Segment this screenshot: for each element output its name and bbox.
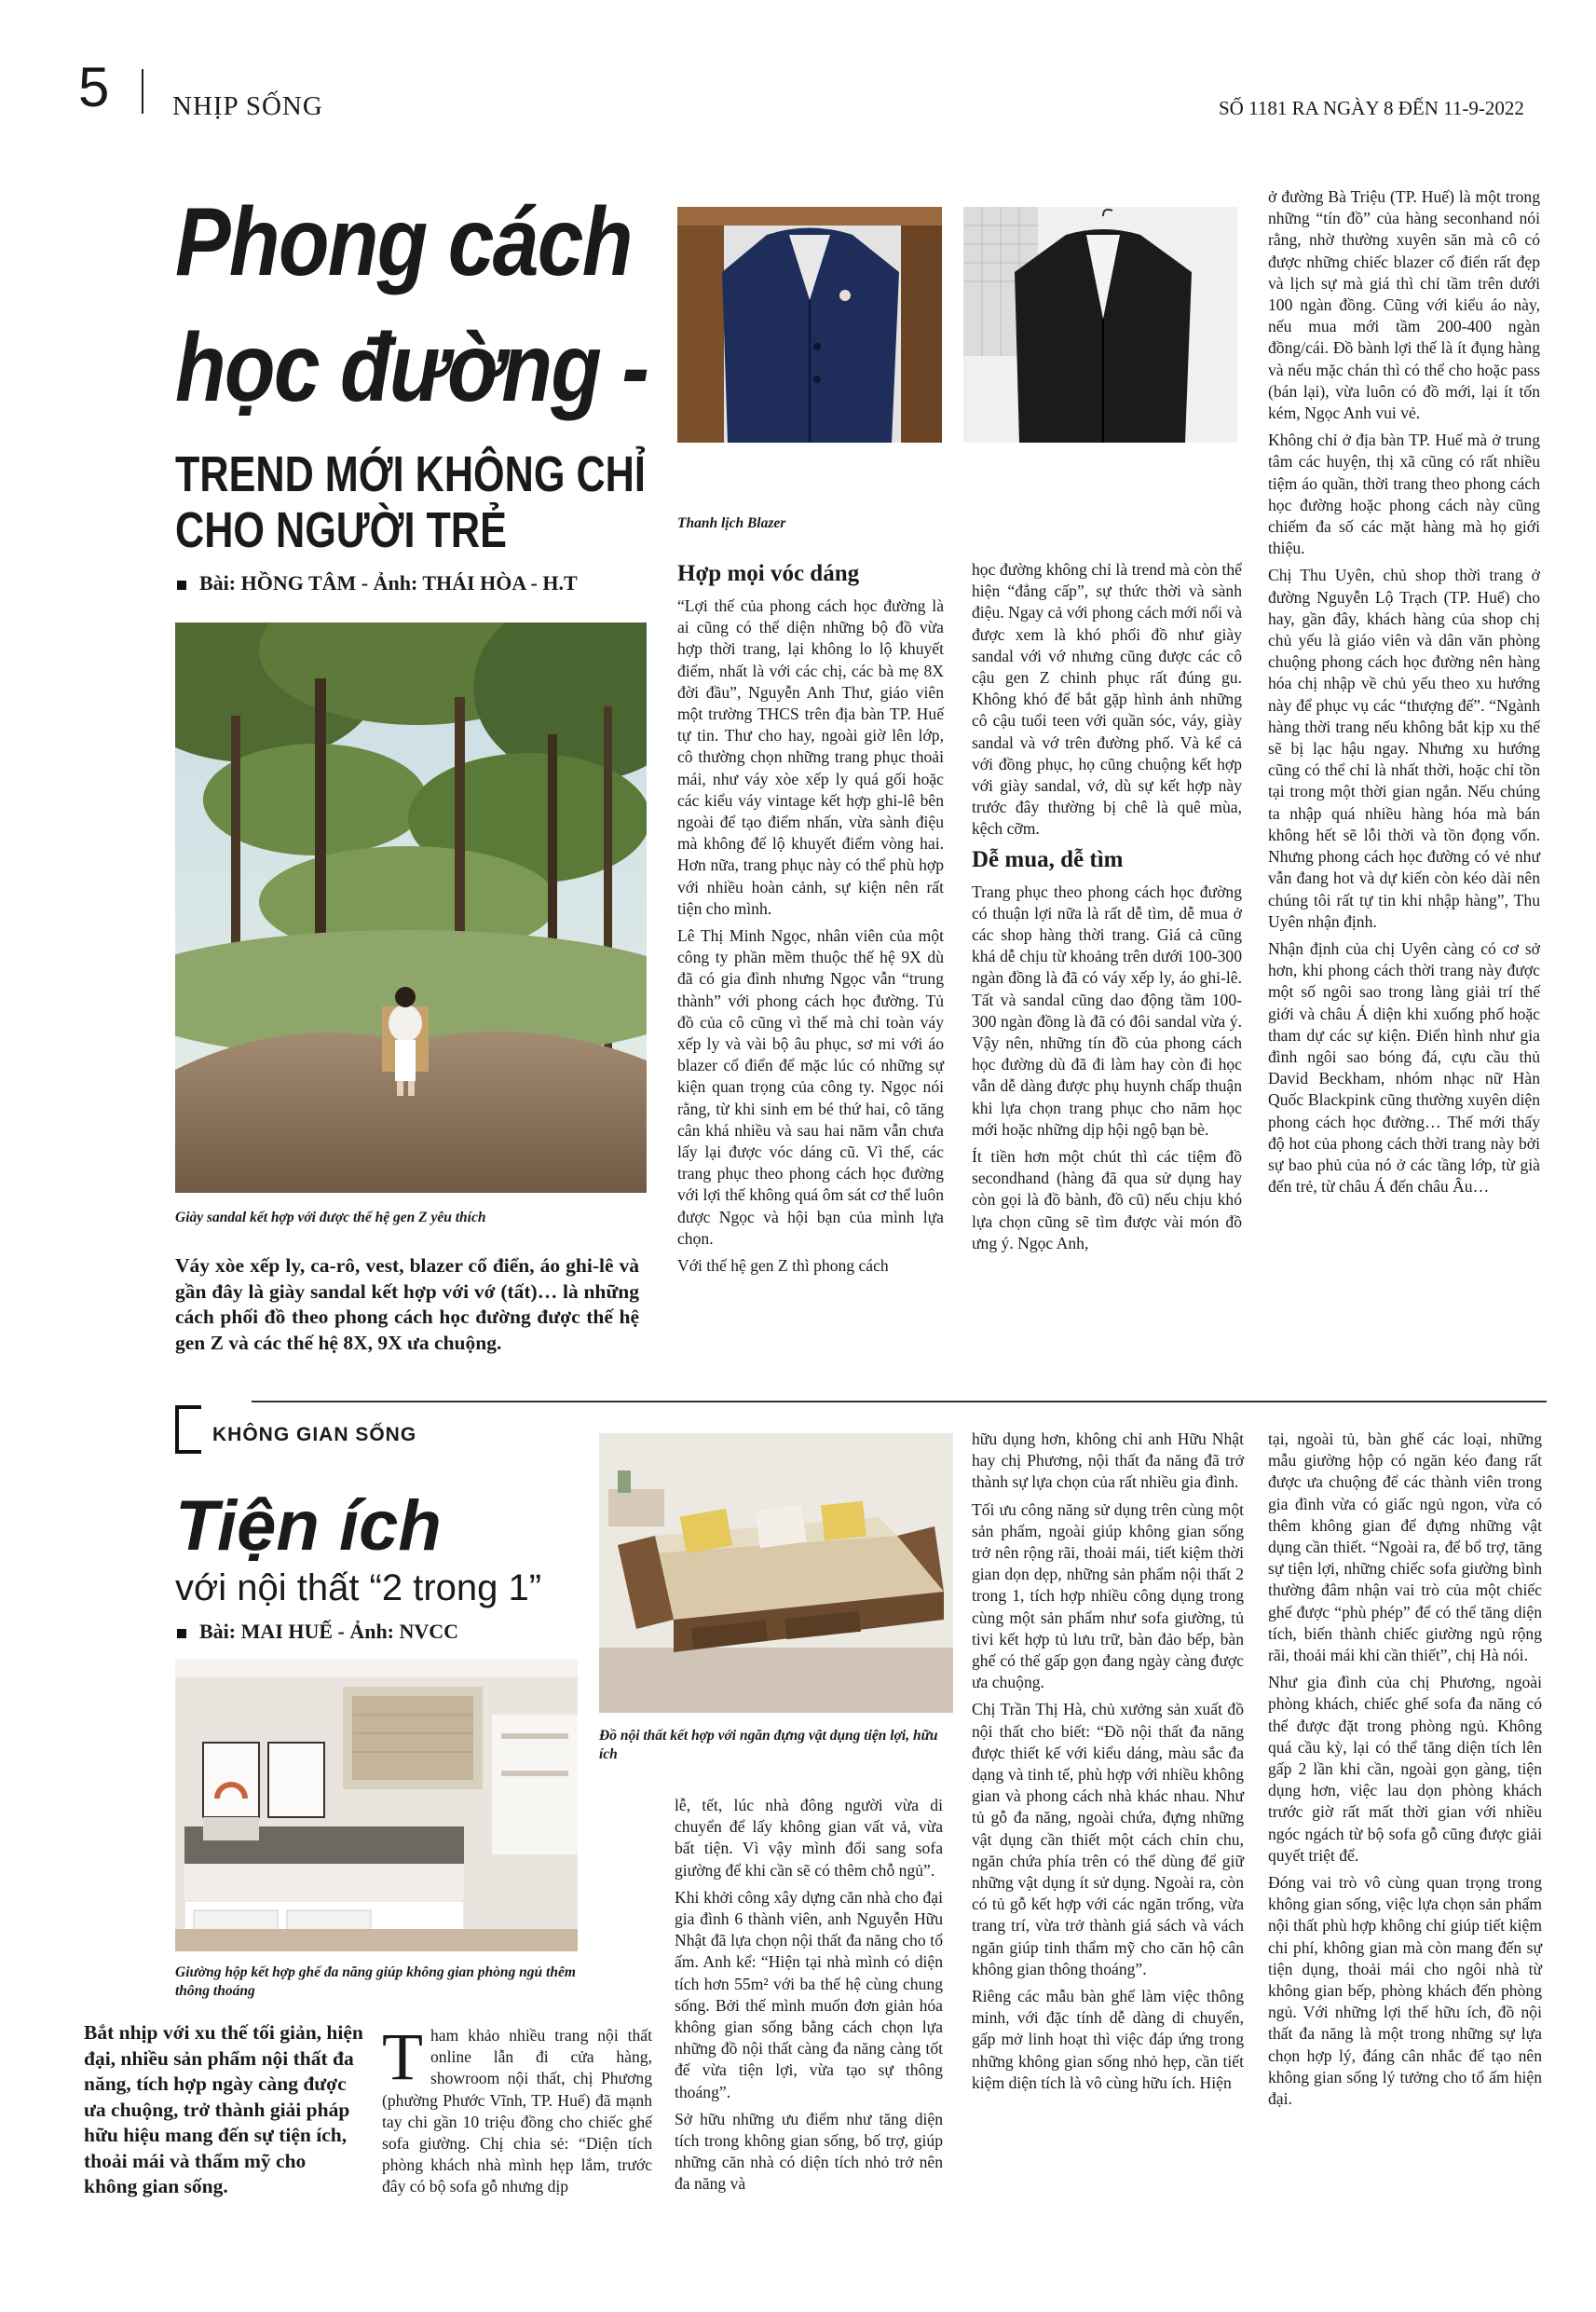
header-divider bbox=[142, 69, 143, 114]
col3-paragraph: hữu dụng hơn, không chỉ anh Hữu Nhật hay chị Phương, nội thất đa năng đã trở thành sự lựa chọn của rất nhiều gia đình. bbox=[972, 1430, 1244, 1492]
col2-heading: Dễ mua, dễ tìm bbox=[972, 846, 1124, 872]
bedroom-caption: Giường hộp kết hợp ghế đa năng giúp không gian phòng ngủ thêm thông thoáng bbox=[175, 1964, 576, 1999]
col3-paragraph: Chị Thu Uyên, chủ shop thời trang ở đường Nguyễn Lộ Trạch (TP. Huế) cho hay, gần đây, khách hàng của shop chị chủ yếu là giáo viên và dân văn phòng chuộng phong cách học đường nên hàng hóa chị nhập về chủ yếu theo xu hướng này để phục vụ các “thượng đế”. “Ngành hàng thời trang nếu không bắt kịp xu thế sẽ bị lạc hậu ngay. Nhưng xu hướng cũng có thể chỉ là nhất thời, hoặc chỉ tồn tại trong một thời gian ngắn. Nếu chúng ta nhập quá nhiều hàng hóa mà bán không hết sẽ lỗi thời và tồn đọng vốn. Nhưng phong cách học đường có vẻ như vẫn đang hot và dự kiến còn kéo dài nên chúng tôi rất tự tin khi nhập hàng”, Thu Uyên nhận định. bbox=[1268, 566, 1540, 931]
byline-text: Bài: MAI HUẾ - Ảnh: NVCC bbox=[199, 1620, 459, 1643]
section-separator bbox=[252, 1401, 1547, 1402]
drop-cap: T bbox=[382, 2019, 423, 2094]
issue-info: SỐ 1181 RA NGÀY 8 ĐẾN 11-9-2022 bbox=[1219, 97, 1524, 119]
blazer-photo-black bbox=[963, 207, 1237, 443]
article2-column3 bbox=[972, 1429, 1244, 2100]
article2-title: Tiện ích bbox=[175, 1486, 442, 1566]
sofa-caption: Đồ nội thất kết hợp với ngăn đựng vật dụng tiện lợi, hữu ích bbox=[599, 1728, 938, 1762]
article2-byline bbox=[177, 1620, 458, 1644]
article1-column3 bbox=[1268, 186, 1540, 1203]
col1-paragraph: “Lợi thế của phong cách học đường là ai cũng có thể diện những bộ đồ vừa hợp thời trang, lại không lo lộ khuyết điểm, nhất là với các chị, các bà mẹ 8X đời đầu”, Nguyễn Anh Thư, giáo viên một trường THCS trên địa bàn TP. Huế tự tin. Thư cho hay, ngoài giờ lên lớp, cô thường chọn những trang phục thoải mái, như váy xòe xếp ly quá gối hoặc các kiểu váy vintage kết hợp ghi-lê bên ngoài để tạo điểm nhấn, vừa sành điệu mà không để lộ khuyết điểm vòng hai. Hơn nữa, trang phục này có thể phù hợp với nhiều hoàn cảnh, sự kiện nên rất tiện cho mình. bbox=[677, 596, 944, 918]
col3-paragraph: ở đường Bà Triệu (TP. Huế) là một trong những “tín đồ” của hàng seconhand nói rằng, nhờ thường xuyên săn mà cô có được những chiếc blazer cổ điển rất đẹp và lịch sự mà giá thì chỉ tầm trên dưới 100 ngàn đồng. Cũng với kiểu áo này, nếu mua mới tầm 200-400 ngàn đồng/cái. Đồ bành lợi thế là ít đụng hàng và nếu mặc chán thì có thể cho hoặc pass (bán lại), vừa luôn có đồ mới, lại ít tốn kém, Ngọc Anh vui vẻ. bbox=[1268, 187, 1540, 423]
col1-paragraph: Lê Thị Minh Ngọc, nhân viên của một công ty phần mềm thuộc thế hệ 9X dù đã có gia đình nhưng Ngọc vẫn “trung thành” với phong cách học đường. Tủ đồ của cô cũng vì thế mà chỉ toàn váy xếp ly và vài bộ âu phục, sơ mi với áo blazer cổ điển để mặc lúc có những sự kiện quan trọng của công ty. Ngọc nói rằng, từ khi sinh em bé thứ hai, cô tăng cân khá nhiều và sau hai năm vẫn chưa lấy lại được vóc dáng cũ. Vì thế, các trang phục theo phong cách học đường với lợi thế không quá ôm sát cơ thể luôn được Ngọc và hội bạn của mình lựa chọn. bbox=[677, 926, 944, 1248]
section-label: KHÔNG GIAN SỐNG bbox=[212, 1424, 417, 1445]
sofa-photo bbox=[599, 1433, 953, 1713]
col3-paragraph: Chị Trần Thị Hà, chủ xưởng sản xuất đồ nội thất cho biết: “Đồ nội thất đa năng được thiết kế với kiểu dáng, màu sắc đa dạng và tinh tế, phù hợp với nhiều không gian và phong cách nhà khác nhau. Như tủ gỗ đa năng, ngoài chứa, đựng những vật dụng cần thiết một cách chỉn chu, ngăn chứa phía trên có thể dùng để giữ những vật dụng ít sử dụng. Ngoài ra, còn có tủ gỗ kết hợp với các ngăn trống, vừa trang trí, vừa trở thành giá sách và vách ngăn giúp tinh thẩm mỹ cho căn hộ cân không gian thông thoáng”. bbox=[972, 1700, 1244, 1978]
col3-paragraph: Tối ưu công năng sử dụng trên cùng một sản phẩm, ngoài giúp không gian sống trở nên rộng rãi, thoải mái, tiết kiệm thời gian dọn dẹp, những sản phẩm nội thất 2 trong 1, tích hợp nhiều công dụng trong cùng một sản phẩm như sofa giường, tủ tivi kết hợp tủ lưu trữ, bàn đảo bếp, bàn ghế có thể gấp gọn đang ngày càng được ưa chuộng. bbox=[972, 1499, 1244, 1692]
col4-paragraph: tại, ngoài tủ, bàn ghế các loại, những mẫu giường hộp có ngăn kéo đang rất được ưa chuộng để các thành viên trong gia đình vừa có giấc ngủ ngon, vừa có thêm không gian để đựng những vật dụng cần thiết. “Ngoài ra, để bổ trợ, tăng sự tiện lợi, những chiếc sofa giường bình thường đâm nhận vai trò của một chiếc ghế được “phù phép” để có thể tăng diện tích, biến thành chiếc giường ngủ rộng rãi, thoải mái khi cần thiết”, chị Hà nói. bbox=[1268, 1430, 1542, 1665]
col4-paragraph: Đóng vai trò vô cùng quan trọng trong không gian sống, việc lựa chọn sản phẩm nội thất phù hợp không chỉ giúp tiết kiệm chi phí, không gian mà còn mang đến sự tiện dụng, thoải mái cho ngôi nhà từ không gian bếp, phòng khách đến phòng ngủ. Với những lợi thế hữu ích, đồ nội thất đa năng là một trong những sự lựa chọn hợp lý, đáng cân nhắc để tạo nên không gian sống lý tưởng cho tổ ấm hiện đại. bbox=[1268, 1873, 1542, 2109]
col2-paragraph: Ít tiền hơn một chút thì các tiệm đồ secondhand (hàng đã qua sử dụng hay còn gọi là đồ bành, đồ cũ) nếu chịu khó lựa chọn cũng sẽ tìm được vài món đồ ưng ý. Ngọc Anh, bbox=[972, 1147, 1242, 1252]
col2-paragraph: học đường không chỉ là trend mà còn thể hiện “đẳng cấp”, sự thức thời và sành điệu. Ngay cả với phong cách mới nổi và được xem là khó phối đồ như giày sandal với vớ nhưng cũng được các cô cậu gen Z chinh phục rất đúng gu. Không khó để bắt gặp hình ảnh những cô cậu tuổi teen với quần sóc, váy, giày sandal và vớ trên đường phố. Và kể cả với đồng phục, họ cũng chuộng kết hợp với giày sandal, vớ, dù sự kết hợp này trước đây thường bị chê là quê mùa, kệch cỡm. bbox=[972, 560, 1242, 839]
col2-paragraph: Sở hữu những ưu điểm như tăng diện tích trong không gian sống, bố trợ, giúp những căn nhà có diện tích nhỏ trở nên đa năng và bbox=[675, 2109, 943, 2194]
col1-paragraph bbox=[382, 2019, 652, 2198]
bullet-icon bbox=[177, 1629, 186, 1638]
headline-line2: học đường - bbox=[175, 314, 648, 422]
col3-paragraph: Nhận định của chị Uyên càng có cơ sở hơn, khi phong cách thời trang này được một số ngôi sao trong làng giải trí thế giới và châu Á diện khi xuống phố hoặc tham dự các sự kiện. Điển hình như gia đình ngôi sao bóng đá, cựu cầu thủ David Beckham, nhóm nhạc nữ Hàn Quốc Blackpink cũng thường xuyên diện phong cách học đường… Thế mới thấy độ hot của phong cách thời trang này bởi sự bao phủ của nó ở các tầng lớp, từ già đến trẻ, từ châu Á đến châu Âu… bbox=[1268, 938, 1540, 1197]
col1-paragraph: Với thế hệ gen Z thì phong cách bbox=[677, 1256, 889, 1276]
col3-paragraph: Riêng các mẫu bàn ghế làm việc thông minh, với đặc tính dễ dàng di chuyển, gấp mở linh hoạt thì việc đáp ứng trong những không gian sống nhỏ hẹp, cần tiết kiệm diện tích là vô cùng hữu ích. Hiện bbox=[972, 1987, 1244, 2092]
section-title: NHỊP SỐNG bbox=[172, 91, 323, 121]
bullet-icon bbox=[177, 581, 186, 590]
col1-heading: Hợp mọi vóc dáng bbox=[677, 561, 860, 586]
article2-subtitle: với nội thất “2 trong 1” bbox=[175, 1567, 542, 1608]
subheadline-line2: CHO NGƯỜI TRẺ bbox=[175, 502, 507, 558]
section-label-box bbox=[175, 1405, 201, 1454]
subheadline-line1: TREND MỚI KHÔNG CHỈ bbox=[175, 446, 646, 502]
byline-text: Bài: HỒNG TÂM - Ảnh: THÁI HÒA - H.T bbox=[199, 571, 578, 595]
article2-column2 bbox=[675, 1795, 943, 2201]
article2-lead: Bắt nhịp với xu thế tối giản, hiện đại, nhiều sản phẩm nội thất đa năng, tích hợp ngày càng được ưa chuộng, trở thành giải pháp hữu hiệu mang đến sự tiện ích, thoải mái và thẩm mỹ cho không gian sống. bbox=[84, 2021, 363, 2197]
col2-paragraph: Trang phục theo phong cách học đường có thuận lợi nữa là rất dễ tìm, dễ mua ở các shop hàng thời trang. Giá cả cũng khá dễ chịu từ khoảng trên dưới 100-300 ngàn đồng là đã có váy xếp ly, áo ghi-lê. Tất và sandal cũng dao động tầm 100-300 ngàn đồng là đã có đôi sandal vừa ý. Vậy nên, những tín đồ của phong cách học đường dù đã đi làm hay còn đi học vẫn dễ dàng được phụ huynh chấp thuận khi lựa chọn trang phục cho năm học mới hoặc những dịp hội ngộ bạn bè. bbox=[972, 882, 1242, 1139]
page-number: 5 bbox=[78, 56, 110, 118]
col3-paragraph: Không chỉ ở địa bàn TP. Huế mà ở trung tâm các huyện, thị xã cũng có rất nhiều tiệm áo quần, thời trang theo phong cách học đường hoặc phong cách này cũng chiếm đa số các mặt hàng mà họ giới thiệu. bbox=[1268, 431, 1540, 558]
forest-photo-caption: Giày sandal kết hợp với được thế hệ gen Z yêu thích bbox=[175, 1210, 486, 1225]
blazer-caption: Thanh lịch Blazer bbox=[677, 515, 786, 531]
article2-column4 bbox=[1268, 1429, 1542, 2115]
article1-column2 bbox=[972, 559, 1242, 1260]
forest-photo bbox=[175, 622, 647, 1193]
col4-paragraph: Như gia đình của chị Phương, ngoài phòng khách, chiếc ghế sofa đa năng có thể được đặt trong phòng ngủ. Không quá cầu kỳ, lại có thể tăng diện tích lên gấp 2 lần khi cần, ngoài gọn gàng, tiện dụng hơn, việc lau dọn phòng khách trước giờ rất mất thời gian với nhiều ngóc ngách từ bộ sofa gỗ cũng được giải quyết triệt để. bbox=[1268, 1673, 1542, 1865]
headline-line1: Phong cách bbox=[175, 188, 632, 296]
article2-column1 bbox=[382, 2019, 652, 2204]
bedroom-photo bbox=[175, 1659, 578, 1951]
col2-paragraph: Khi khởi công xây dựng căn nhà cho đại gia đình 6 thành viên, anh Nguyễn Hữu Nhật đã lựa chọn nội thất đa năng cho tổ ấm. Anh kể: “Hiện tại nhà mình có diện tích hơn 55m² với ba thế hệ cùng chung sống. Bởi thế mình muốn đơn giản hóa không gian sống bằng cách chọn lựa những đồ nội thất càng đa năng càng tốt để vừa tiện lợi, vừa tạo sự thông thoáng”. bbox=[675, 1887, 943, 2101]
col2-paragraph: lễ, tết, lúc nhà đông người vừa di chuyển để lấy không gian vất vả, vừa bất tiện. Vì vậy mình đổi sang sofa giường để khi cần sẽ có thêm chỗ ngủ”. bbox=[675, 1796, 943, 1880]
blazer-photo-blue bbox=[677, 207, 942, 443]
article1-lead: Váy xòe xếp ly, ca-rô, vest, blazer cổ điển, áo ghi-lê và gần đây là giày sandal kết hợp với vớ (tất)… là những cách phối đồ theo phong cách học đường được thế hệ gen Z và các thế hệ 8X, 9X ưa chuộng. bbox=[175, 1254, 639, 1354]
byline bbox=[177, 571, 578, 595]
col1-text: ham khảo nhiều trang nội thất online lẫn đi cửa hàng, showroom nội thất, chị Phương (phường Phước Vĩnh, TP. Huế) đã mạnh tay chi gần 10 triệu đồng cho chiếc ghế sofa giường. Chị chia sẻ: “Diện tích phòng khách nhà mình hẹp lắm, trước đây có bộ sofa gỗ nhưng dịp bbox=[382, 2026, 652, 2196]
article1-column1 bbox=[677, 554, 944, 1282]
